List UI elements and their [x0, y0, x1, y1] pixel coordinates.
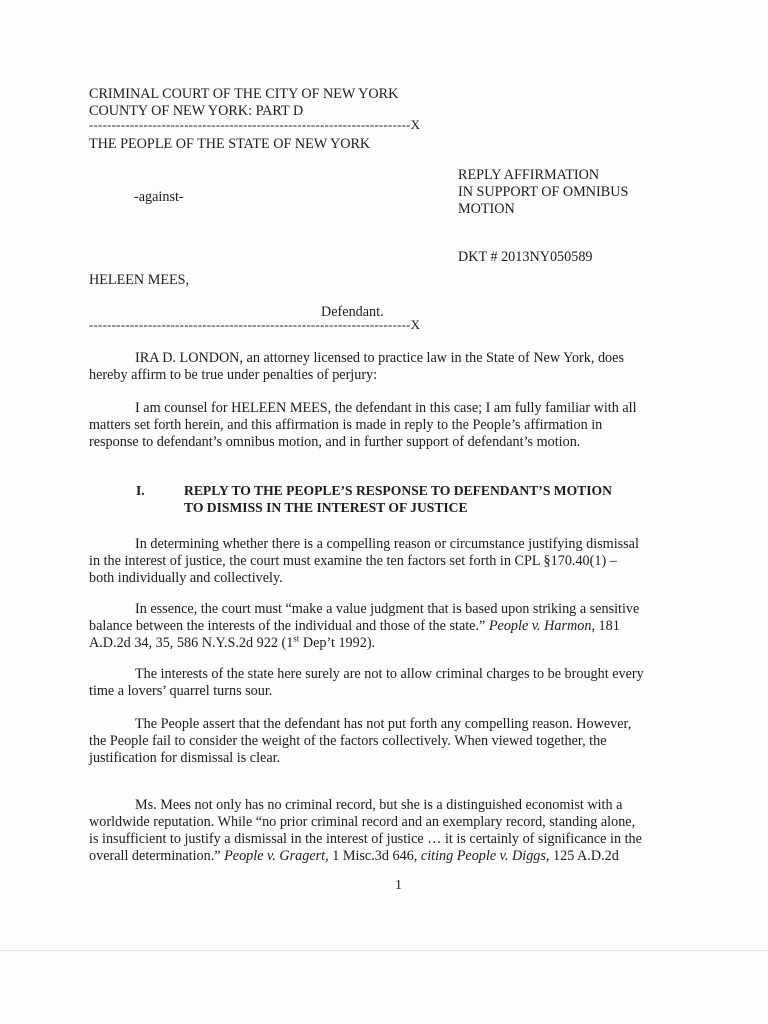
paragraph-line: The People assert that the defendant has not put forth any compelling reason. However, [135, 716, 632, 732]
paragraph-line: response to defendant’s omnibus motion, and in further support of defendant’s motion. [89, 434, 581, 450]
text-run: , 181 [591, 618, 620, 634]
defendant-label: Defendant. [321, 304, 384, 320]
text-run: balance between the interests of the individual and those of the state.” [89, 618, 489, 634]
court-caption [89, 86, 398, 120]
page-bottom-edge [0, 950, 768, 951]
page-number: 1 [395, 878, 402, 893]
court-name: CRIMINAL COURT OF THE CITY OF NEW YORK [89, 86, 399, 102]
body-paragraph-cpl-factors [89, 536, 697, 587]
paragraph-line: the People fail to consider the weight of the factors collectively. When viewed together, the [89, 733, 607, 749]
document-title-line-1: REPLY AFFIRMATION [458, 167, 600, 183]
caption-rule-top: -----------------------------------------------------------------------X [89, 117, 421, 132]
case-citation: People v. Harmon [488, 618, 592, 634]
paragraph-line: Ms. Mees not only has no criminal record, but she is a distinguished economist with a [135, 797, 623, 813]
body-paragraph-criminal-record [89, 797, 697, 865]
text-run: A.D.2d 34, 35, 586 N.Y.S.2d 922 (1 [89, 635, 294, 651]
counsel-statement-paragraph [89, 400, 697, 451]
document-title-line-3: MOTION [458, 201, 515, 217]
paragraph-line [89, 848, 697, 865]
paragraph-line [89, 618, 697, 635]
paragraph-line: The interests of the state here surely are not to allow criminal charges to be brought every [135, 666, 644, 682]
body-paragraph-value-judgment [89, 601, 697, 652]
paragraph-line: I am counsel for HELEEN MEES, the defendant in this case; I am fully familiar with all [135, 400, 637, 416]
ordinal-suffix: st [293, 633, 300, 644]
court-part: COUNTY OF NEW YORK: PART D [89, 103, 304, 119]
paragraph-line: is insufficient to justify a dismissal in the interest of justice … it is certainly of significance in the [89, 831, 642, 847]
paragraph-line [89, 635, 697, 652]
text-run: , 125 A.D.2d [545, 848, 619, 864]
case-citation: citing People v. Diggs [420, 848, 546, 864]
section-title-line-1: REPLY TO THE PEOPLE’S RESPONSE TO DEFENDANT’S MOTION [184, 483, 612, 498]
plaintiff-name: THE PEOPLE OF THE STATE OF NEW YORK [89, 136, 371, 152]
text-run: Dep’t 1992). [299, 635, 376, 651]
paragraph-line: both individually and collectively. [89, 570, 283, 586]
against-label: -against- [134, 189, 184, 205]
text-run: overall determination.” [89, 848, 225, 864]
defendant-name: HELEEN MEES, [89, 272, 190, 288]
document-title-line-2: IN SUPPORT OF OMNIBUS [458, 184, 629, 200]
paragraph-line: justification for dismissal is clear. [89, 750, 281, 766]
section-title-line-2: TO DISMISS IN THE INTEREST OF JUSTICE [184, 500, 468, 515]
paragraph-line: IRA D. LONDON, an attorney licensed to practice law in the State of New York, does [135, 350, 624, 366]
paragraph-line: In determining whether there is a compelling reason or circumstance justifying dismissal [135, 536, 639, 552]
body-paragraph-state-interest [89, 666, 697, 700]
case-citation: People v. Gragert [224, 848, 326, 864]
text-run: , 1 Misc.3d 646, [325, 848, 421, 864]
docket-number: DKT # 2013NY050589 [458, 249, 593, 265]
body-paragraph-people-assert [89, 716, 697, 767]
caption-rule-bottom: -----------------------------------------------------------------------X [89, 317, 421, 332]
paragraph-line: time a lovers’ quarrel turns sour. [89, 683, 273, 699]
paragraph-line: worldwide reputation. While “no prior criminal record and an exemplary record, standing alone, [89, 814, 636, 830]
paragraph-line: In essence, the court must “make a value judgment that is based upon striking a sensitive [135, 601, 640, 617]
paragraph-line: hereby affirm to be true under penalties of perjury: [89, 367, 378, 383]
section-number: I. [136, 483, 145, 498]
paragraph-line: in the interest of justice, the court must examine the ten factors set forth in CPL §170.40(1) – [89, 553, 617, 569]
paragraph-line: matters set forth herein, and this affirmation is made in reply to the People’s affirmation in [89, 417, 603, 433]
document-title [458, 167, 628, 218]
affirmation-intro-paragraph [89, 350, 697, 384]
